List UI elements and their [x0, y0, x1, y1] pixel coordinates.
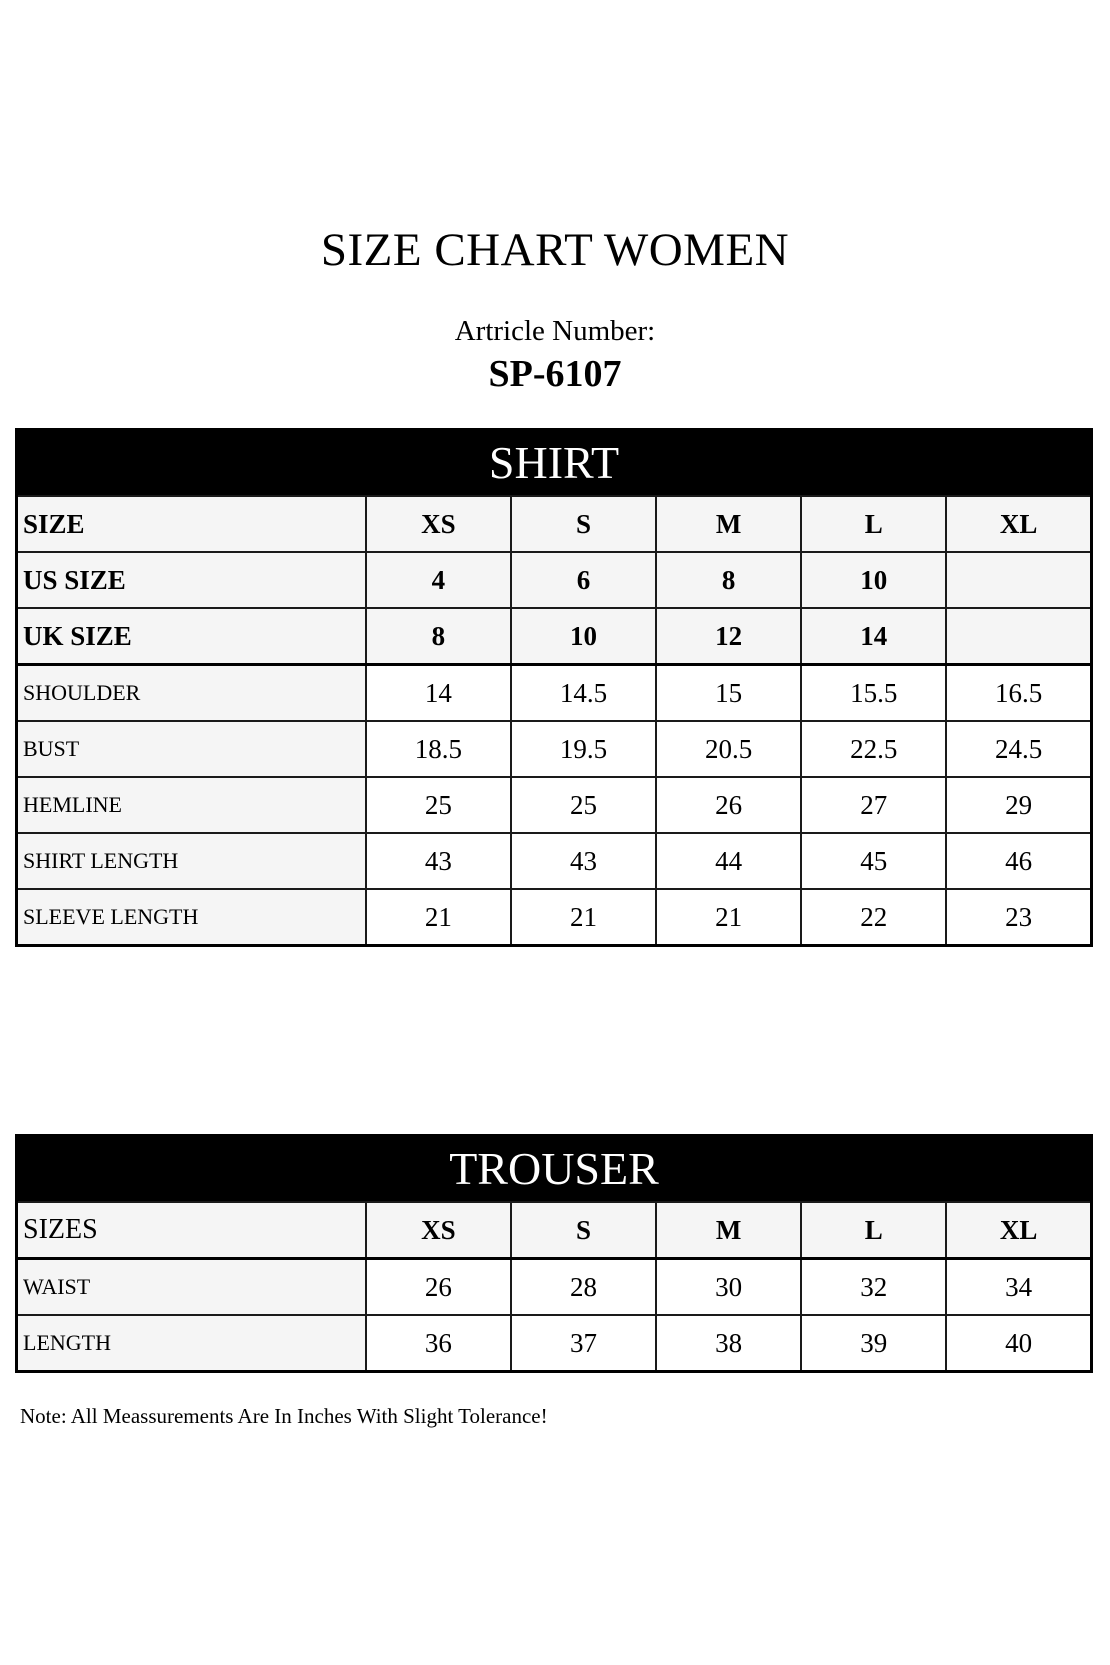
table-cell: 10: [801, 552, 946, 608]
size-cell: S: [511, 1202, 656, 1259]
trouser-table-title: TROUSER: [17, 1136, 1092, 1203]
table-row: [17, 833, 1092, 889]
article-number-value: SP-6107: [488, 353, 622, 395]
size-cell: XL: [946, 1202, 1091, 1259]
size-cell: M: [656, 496, 801, 552]
table-cell: 32: [801, 1259, 946, 1316]
table-row: [17, 1315, 1092, 1372]
shirt-header-label: SIZE: [17, 496, 366, 552]
row-label: LENGTH: [17, 1315, 366, 1372]
table-row: [17, 777, 1092, 833]
table-cell: 26: [656, 777, 801, 833]
table-cell: 27: [801, 777, 946, 833]
table-cell: 46: [946, 833, 1091, 889]
table-row: [17, 889, 1092, 946]
table-cell: 22: [801, 889, 946, 946]
table-cell: 28: [511, 1259, 656, 1316]
table-cell: 8: [656, 552, 801, 608]
size-cell: L: [801, 496, 946, 552]
table-cell: 14: [366, 665, 511, 722]
table-cell: 20.5: [656, 721, 801, 777]
table-cell: 40: [946, 1315, 1091, 1372]
article-number-label: Artricle Number:: [454, 315, 656, 347]
size-cell: L: [801, 1202, 946, 1259]
trouser-header-label: SIZES: [17, 1202, 366, 1259]
trouser-size-header-row: [17, 1202, 1092, 1259]
table-row: [17, 721, 1092, 777]
measurement-note: Note: All Meassurements Are In Inches With Slight Tolerance!: [20, 1404, 548, 1428]
table-cell: 44: [656, 833, 801, 889]
table-cell: 25: [511, 777, 656, 833]
row-label: HEMLINE: [17, 777, 366, 833]
table-cell: 25: [366, 777, 511, 833]
table-cell: 15.5: [801, 665, 946, 722]
table-cell: 4: [366, 552, 511, 608]
table-cell: 39: [801, 1315, 946, 1372]
row-label: SLEEVE LENGTH: [17, 889, 366, 946]
table-cell: 23: [946, 889, 1091, 946]
us-size-row: [17, 552, 1092, 608]
table-cell: 16.5: [946, 665, 1091, 722]
table-cell: 43: [366, 833, 511, 889]
table-cell: 24.5: [946, 721, 1091, 777]
table-cell: 14.5: [511, 665, 656, 722]
shirt-size-table: [15, 428, 1093, 947]
table-cell: 22.5: [801, 721, 946, 777]
table-cell: 21: [656, 889, 801, 946]
table-cell: 26: [366, 1259, 511, 1316]
table-cell: 15: [656, 665, 801, 722]
table-cell: 21: [511, 889, 656, 946]
table-cell: 34: [946, 1259, 1091, 1316]
table-cell: 18.5: [366, 721, 511, 777]
trouser-size-table: [15, 1134, 1093, 1373]
size-cell: M: [656, 1202, 801, 1259]
table-cell: 30: [656, 1259, 801, 1316]
page-title: SIZE CHART WOMEN: [320, 224, 790, 276]
row-label: SHOULDER: [17, 665, 366, 722]
row-label: SHIRT LENGTH: [17, 833, 366, 889]
table-cell: 36: [366, 1315, 511, 1372]
size-cell: XS: [366, 496, 511, 552]
size-cell: XS: [366, 1202, 511, 1259]
table-cell: 38: [656, 1315, 801, 1372]
row-label: WAIST: [17, 1259, 366, 1316]
shirt-size-header-row: [17, 496, 1092, 552]
size-cell: XL: [946, 496, 1091, 552]
table-cell: 10: [511, 608, 656, 665]
row-label: US SIZE: [17, 552, 366, 608]
uk-size-row: [17, 608, 1092, 665]
table-cell: 6: [511, 552, 656, 608]
table-cell: 19.5: [511, 721, 656, 777]
table-cell: 14: [801, 608, 946, 665]
table-cell: 43: [511, 833, 656, 889]
table-cell: [946, 608, 1091, 665]
table-row: [17, 1259, 1092, 1316]
table-cell: 45: [801, 833, 946, 889]
row-label: UK SIZE: [17, 608, 366, 665]
table-cell: 37: [511, 1315, 656, 1372]
table-cell: 29: [946, 777, 1091, 833]
row-label: BUST: [17, 721, 366, 777]
table-row: [17, 665, 1092, 722]
table-cell: 8: [366, 608, 511, 665]
table-cell: 12: [656, 608, 801, 665]
size-cell: S: [511, 496, 656, 552]
table-cell: 21: [366, 889, 511, 946]
shirt-table-title: SHIRT: [17, 430, 1092, 497]
table-cell: [946, 552, 1091, 608]
